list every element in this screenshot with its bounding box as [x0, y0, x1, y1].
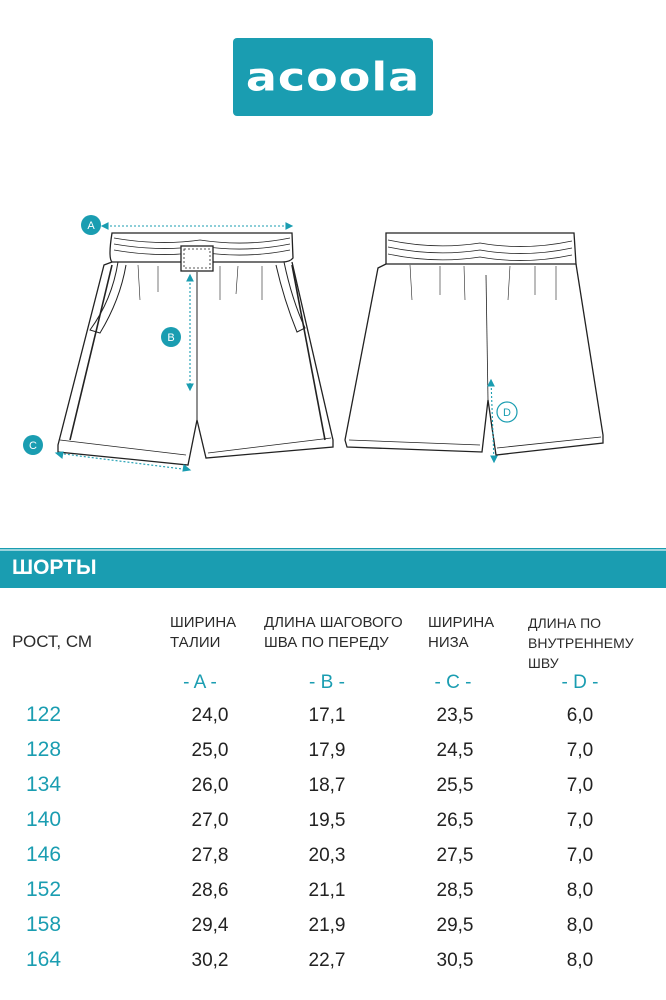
svg-text:C: C	[29, 440, 37, 452]
column-header-front-rise: ДЛИНА ШАГОВОГО ШВА ПО ПЕРЕДУ	[264, 614, 403, 651]
row-header-height: РОСТ, СМ	[12, 632, 93, 651]
svg-text:A: A	[87, 220, 95, 232]
row-height: 128	[26, 738, 62, 761]
row-height: 158	[26, 913, 62, 936]
cell-inseam: 7,0	[566, 845, 594, 866]
section-title: ШОРТЫ	[12, 556, 97, 579]
row-height: 164	[26, 948, 62, 971]
column-letter-a: - A -	[183, 672, 217, 693]
row-height: 140	[26, 808, 62, 831]
cell-rise: 18,7	[308, 775, 346, 796]
table-row	[0, 771, 666, 806]
cell-hem: 29,5	[436, 915, 474, 936]
cell-hem: 27,5	[436, 845, 474, 866]
column-letters	[0, 672, 666, 696]
cell-waist: 27,8	[191, 845, 229, 866]
row-height: 134	[26, 773, 62, 796]
svg-text:B: B	[167, 332, 175, 344]
cell-waist: 24,0	[191, 705, 229, 726]
cell-waist: 30,2	[191, 950, 229, 971]
cell-waist: 25,0	[191, 740, 229, 761]
marker-D	[497, 402, 517, 422]
cell-hem: 25,5	[436, 775, 474, 796]
shorts-technical-drawing	[0, 200, 666, 490]
cell-rise: 21,9	[308, 915, 346, 936]
cell-rise: 20,3	[308, 845, 346, 866]
cell-waist: 29,4	[191, 915, 229, 936]
table-row	[0, 876, 666, 911]
shorts-front-view	[58, 233, 333, 465]
row-height: 152	[26, 878, 62, 901]
cell-rise: 21,1	[308, 880, 346, 901]
column-header-waist-width: ШИРИНА ТАЛИИ	[170, 614, 237, 651]
table-row	[0, 911, 666, 946]
brand-logo	[233, 38, 433, 116]
marker-A	[81, 215, 101, 235]
column-header-hem-width: ШИРИНА НИЗА	[428, 614, 495, 651]
cell-inseam: 7,0	[566, 775, 594, 796]
cell-rise: 17,1	[308, 705, 346, 726]
marker-B	[161, 327, 181, 347]
cell-hem: 30,5	[436, 950, 474, 971]
cell-inseam: 7,0	[566, 740, 594, 761]
table-row	[0, 806, 666, 841]
cell-hem: 23,5	[436, 705, 474, 726]
row-height: 122	[26, 703, 62, 726]
cell-rise: 19,5	[308, 810, 346, 831]
cell-hem: 24,5	[436, 740, 474, 761]
cell-waist: 27,0	[191, 810, 229, 831]
cell-hem: 26,5	[436, 810, 474, 831]
cell-rise: 22,7	[308, 950, 346, 971]
column-letter-c: - C -	[434, 672, 472, 693]
cell-inseam: 8,0	[566, 880, 594, 901]
row-height: 146	[26, 843, 62, 866]
svg-text:D: D	[503, 407, 511, 419]
brand-logo-text: acoola	[245, 54, 421, 100]
size-table	[0, 701, 666, 981]
cell-waist: 28,6	[191, 880, 229, 901]
column-header-inseam-length: ДЛИНА ПО ВНУТРЕННЕМУ ШВУ	[528, 615, 634, 671]
section-title-band	[0, 548, 666, 588]
table-row	[0, 701, 666, 736]
column-letter-d: - D -	[561, 672, 599, 693]
table-row	[0, 841, 666, 876]
shorts-back-view	[345, 233, 603, 455]
table-row	[0, 946, 666, 981]
cell-inseam: 6,0	[566, 705, 594, 726]
column-letter-b: - B -	[309, 672, 345, 693]
band-stripe	[0, 549, 666, 551]
cell-waist: 26,0	[191, 775, 229, 796]
marker-C	[23, 435, 43, 455]
cell-inseam: 7,0	[566, 810, 594, 831]
cell-inseam: 8,0	[566, 950, 594, 971]
cell-rise: 17,9	[308, 740, 346, 761]
cell-inseam: 8,0	[566, 915, 594, 936]
cell-hem: 28,5	[436, 880, 474, 901]
table-row	[0, 736, 666, 771]
